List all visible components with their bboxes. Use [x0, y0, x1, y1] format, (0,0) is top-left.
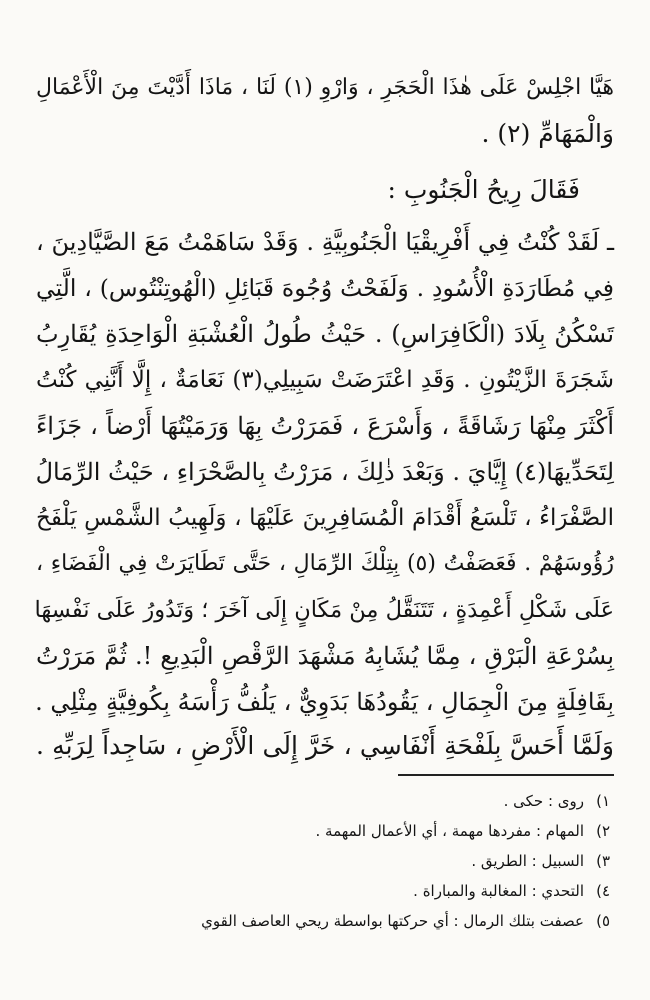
footnote-2 [40, 818, 610, 844]
footnote-1 [40, 788, 610, 814]
footnote-text: روى : حكى . [503, 792, 584, 810]
text-line-2: وَالْمَهَامِّ (٢) . [481, 119, 614, 148]
footnote-4 [40, 878, 610, 904]
footnote-text: التحدي : المغالبة والمباراة . [413, 882, 584, 900]
text-line-14: بِقَافِلَةٍ مِنَ الْجِمَالِ ، يَقُودُهَا بَدَوِيٌّ ، يَلُفُّ رَأْسَهُ بِكُوفِيَّةٍ مِثْلِي . [35, 688, 614, 716]
text-line-1: هَيَّا اجْلِسْ عَلَى هٰذَا الْحَجَرِ ، وَارْوِ (١) لَنَا ، مَاذَا أَدَّيْتَ مِنَ الْأَعْمَالِ [36, 75, 614, 100]
text-line-11: رُؤُوسَهُمْ . فَعَصَفْتُ (٥) بِتِلْكَ الرِّمَالِ ، حَتَّى تَطَايَرَتْ فِي الْفَضَاءِ ، [36, 551, 614, 576]
text-line-4: ـ لَقَدْ كُنْتُ فِي أَفْرِيقْيَا الْجَنُوبِيَّةِ . وَقَدْ سَاهَمْتُ مَعَ الصَّيَّادِينَ ، [36, 228, 614, 256]
text-line-5: فِي مُطَارَدَةِ الْأُسُودِ . وَلَفَحْتُ وُجُوهَ قَبَائِلِ (الْهُوتِنْتُوس) ، الَّتِي [36, 274, 614, 302]
footnote-number: ٥) [596, 912, 610, 930]
text-line-12: عَلَى شَكْلِ أَعْمِدَةٍ ، تَتَنَقَّلُ مِنْ مَكَانٍ إِلَى آخَرَ ؛ وَتَدُورُ عَلَى نَفْسِهَا [34, 597, 614, 623]
text-line-7: شَجَرَةَ الزَّيْتُونِ . وَقَدِ اعْتَرَضَتْ سَبِيلِي(٣) نَعَامَةٌ ، إِلَّا أَنَّنِي كُنْتُ [36, 367, 614, 393]
footnote-text: المهام : مفردها مهمة ، أي الأعمال المهمة . [315, 822, 584, 840]
text-line-3: فَقَالَ رِيحُ الْجَنُوبِ : [387, 175, 580, 204]
text-line-10: الصَّفْرَاءُ ، تَلْسَعُ أَقْدَامَ الْمُسَافِرِينَ عَلَيْهَا ، وَلَهِيبُ الشَّمْسِ يَلْفَحُ [36, 505, 614, 531]
footnote-number: ٣) [596, 852, 610, 870]
footnote-number: ٢) [596, 822, 610, 840]
footnote-3 [40, 848, 610, 874]
footnote-text: السبيل : الطريق . [471, 852, 584, 870]
footnote-number: ١) [596, 792, 610, 810]
text-line-9: لِتَحَدِّيهَا(٤) إِيَّايَ . وَبَعْدَ ذٰلِكَ ، مَرَرْتُ بِالصَّحْرَاءِ ، حَيْثُ الرِّمَالُ [35, 458, 614, 486]
text-line-6: تَسْكُنُ بِلَادَ (الْكَافِرَاسِ) . حَيْثُ طُولُ الْعُشْبَةِ الْوَاحِدَةِ يُقَارِبُ [36, 320, 614, 348]
footnote-5 [40, 908, 610, 934]
text-line-15: وَلَمَّا أَحَسَّ بِلَفْحَةِ أَنْفَاسِي ، خَرَّ إِلَى الْأَرْضِ ، سَاجِداً لِرَبِّهِ . [36, 731, 614, 760]
text-line-8: أَكْثَرَ مِنْهَا رَشَاقَةً ، وَأَسْرَعَ ، فَمَرَرْتُ بِهَا وَرَمَيْتُهَا أَرْضاً ، جَزَاءً [36, 412, 614, 440]
footnote-number: ٤) [596, 882, 610, 900]
text-line-13: بِسُرْعَةِ الْبَرْقِ ، مِمَّا يُشَابِهُ مَشْهَدَ الرَّقْصِ الْبَدِيعِ !. ثُمَّ مَرَرْتُ [36, 642, 614, 670]
footnote-text: عصفت بتلك الرمال : أي حركتها بواسطة ريحي العاصف القوي [201, 912, 584, 930]
footnote-divider [398, 774, 614, 776]
